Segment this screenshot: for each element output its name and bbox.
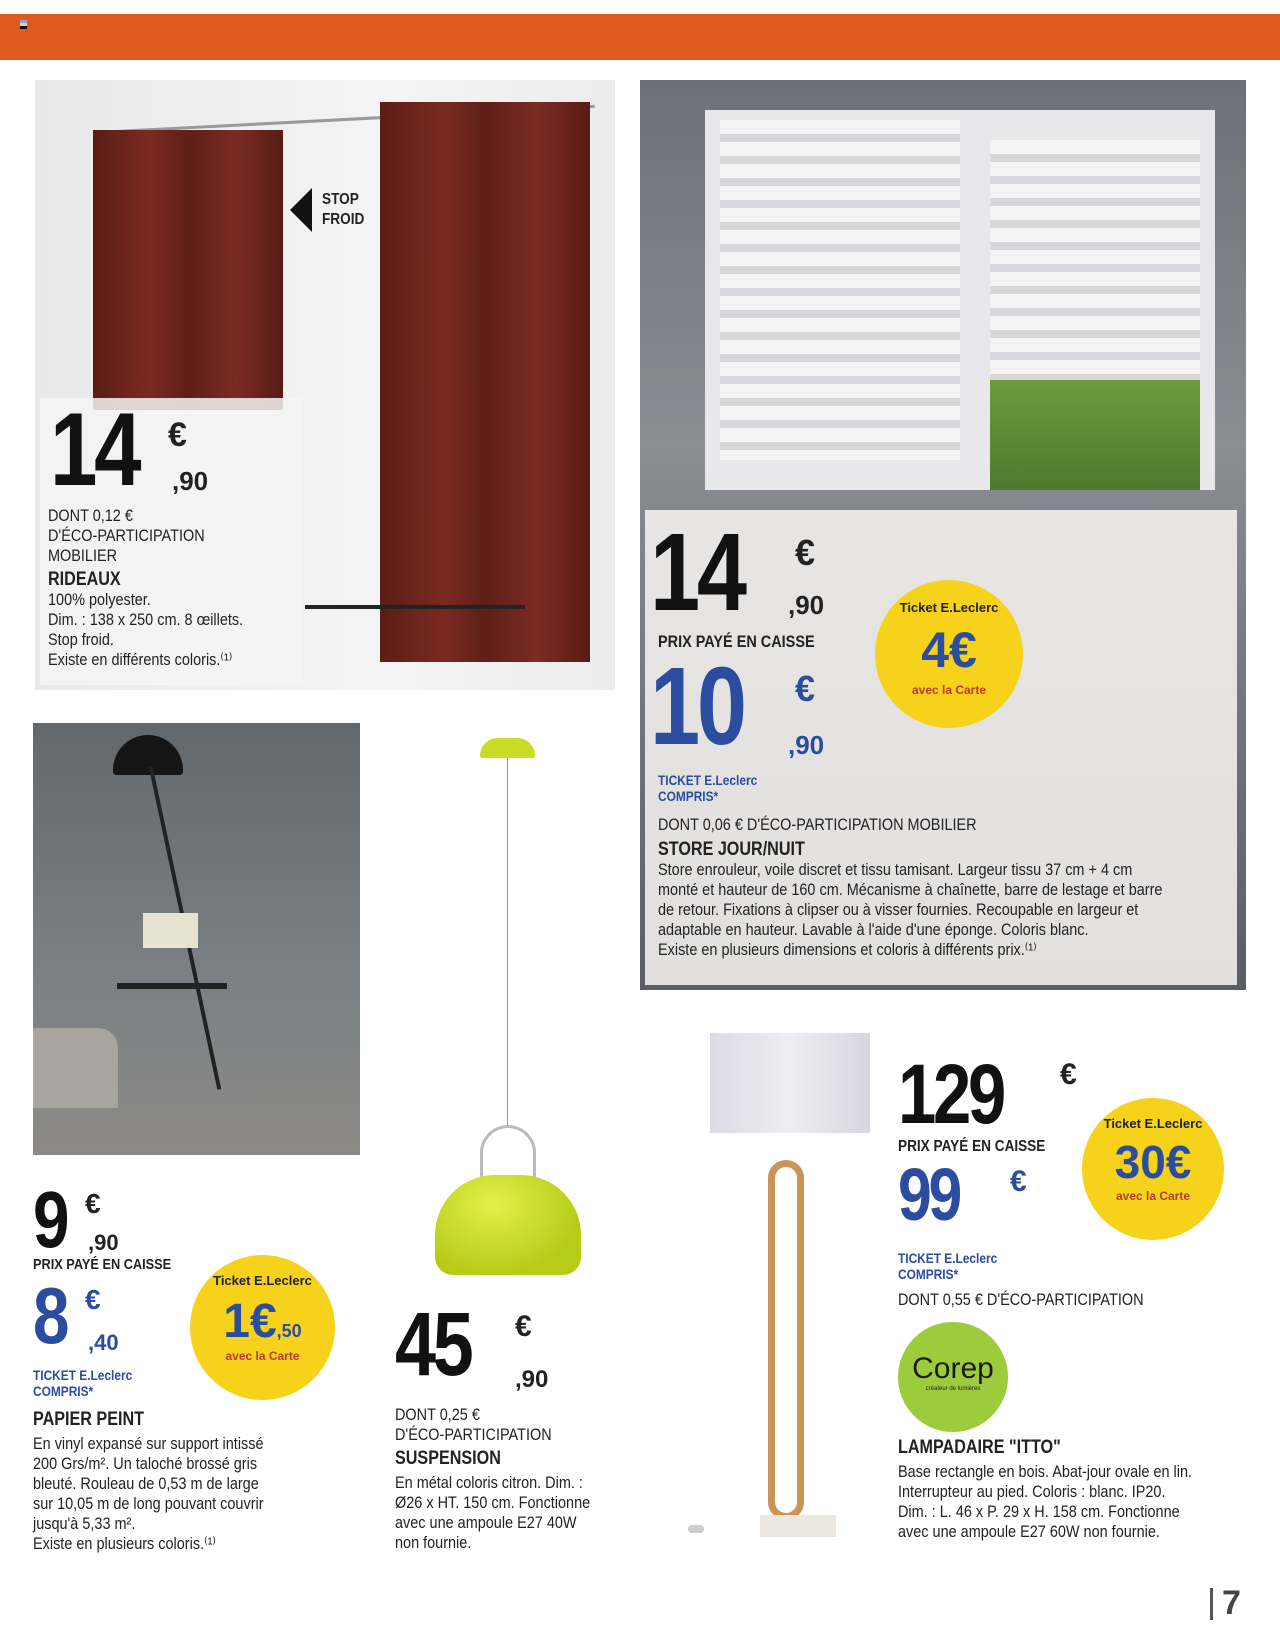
desc-line: 100% polyester. [48,590,151,609]
eco-line: DONT 0,25 € [395,1405,480,1424]
store-currency: € [795,532,816,573]
page-number: 7 [1222,1584,1241,1622]
papier-net-currency: € [85,1284,101,1315]
desc-line: Existe en plusieurs dimensions et coloris à différents prix.⁽¹⁾ [658,940,1037,959]
badge-top: Ticket E.Leclerc [213,1273,312,1288]
ticket-line: TICKET E.Leclerc [898,1250,998,1266]
eco-line: DONT 0,12 € [48,506,133,525]
papier-net-decimals: ,40 [88,1330,119,1355]
desc-line: En vinyl expansé sur support intissé [33,1434,264,1453]
suspension-title: SUSPENSION [395,1448,501,1469]
desc-line: Ø26 x HT. 150 cm. Fonctionne [395,1493,591,1512]
floor-lamp-switch [688,1525,704,1533]
pendant-canopy [480,738,535,758]
floor-lamp-body [768,1160,804,1520]
arrow-left-icon [290,188,312,232]
desc-line: Interrupteur au pied. Coloris : blanc. IP20. [898,1482,1166,1501]
rideaux-title: RIDEAUX [48,569,121,590]
papier-net-price: 8 [33,1271,67,1360]
desc-line: Existe en différents coloris.⁽¹⁾ [48,650,233,669]
desc-line: Stop froid. [48,630,114,649]
desc-line: de retour. Fixations à clipser ou à visser fournies. Recoupable en largeur et [658,900,1139,919]
brand-name: Corep [912,1352,994,1385]
desc-line: adaptable en hauteur. Lavable à l'aide d'une éponge. Coloris blanc. [658,920,1089,939]
papier-currency: € [85,1188,101,1219]
desc-line: Base rectangle en bois. Abat-jour ovale en lin. [898,1462,1193,1481]
papier-price: 9 [33,1175,67,1264]
store-price-box [645,510,1237,985]
papier-title: PAPIER PEINT [33,1409,144,1430]
desc-line: jusqu'à 5,33 m². [33,1514,136,1533]
badge-bottom: avec la Carte [911,683,987,697]
flag-icon [20,20,27,29]
rideaux-price-box [40,392,302,685]
store-net-currency: € [795,668,816,709]
eco-line: D'ÉCO-PARTICIPATION [395,1425,552,1444]
eco-line: MOBILIER [48,546,118,565]
brand-sub: créateur de lumières [925,1386,981,1392]
badge-value-decimals: ,50 [276,1321,302,1341]
ticket-badge [875,580,1023,728]
badge-bottom: avec la Carte [225,1349,300,1363]
rideaux-currency: € [168,416,187,454]
badge-value: 1€ [223,1295,277,1348]
store-net-price: 10 [650,645,744,768]
desc-line: Store enrouleur, voile discret et tissu tamisant. Largeur tissu 37 cm + 4 cm [658,860,1133,879]
badge-bottom: avec la Carte [1115,1189,1191,1203]
page-divider [1210,1588,1213,1620]
papier-decimals: ,90 [88,1230,119,1255]
paid-label: PRIX PAYÉ EN CAISSE [898,1138,1046,1155]
suspension-currency: € [515,1310,532,1343]
lampadaire-title: LAMPADAIRE "ITTO" [898,1437,1061,1458]
ticket-badge [190,1255,335,1400]
ticket-badge [1082,1098,1224,1240]
suspension-price: 45 [395,1295,471,1395]
desc-line: monté et hauteur de 160 cm. Mécanisme à chaînette, barre de lestage et barre [658,880,1163,899]
store-title: STORE JOUR/NUIT [658,839,805,860]
froid-label: FROID [322,211,365,228]
lampadaire-net-currency: € [1010,1165,1027,1198]
stop-label: STOP [322,191,359,208]
floor-lamp-shade [710,1033,870,1133]
floor-lamp-base [760,1515,836,1537]
ticket-line: COMPRIS* [33,1383,94,1399]
suspension-decimals: ,90 [515,1366,549,1393]
eco-line: D'ÉCO-PARTICIPATION [48,526,205,545]
lampadaire-net-price: 99 [898,1153,959,1236]
badge-value: 4€ [921,622,977,678]
rideaux-price: 14 [50,392,139,508]
desc-line: avec une ampoule E27 60W non fournie. [898,1522,1160,1541]
rideaux-price-decimals: ,90 [172,466,209,496]
corep-logo [898,1322,1008,1432]
paid-label: PRIX PAYÉ EN CAISSE [33,1256,172,1273]
store-price: 14 [650,511,744,634]
badge-top: Ticket E.Leclerc [899,600,999,615]
desc-line: Existe en plusieurs coloris.⁽¹⁾ [33,1534,216,1553]
ticket-line: TICKET E.Leclerc [658,772,758,788]
eco-line: DONT 0,06 € D'ÉCO-PARTICIPATION MOBILIER [658,815,977,834]
desc-line: En métal coloris citron. Dim. : [395,1473,583,1492]
pendant-lamp-shade [435,1175,581,1275]
badge-value: 30€ [1114,1136,1192,1188]
wallpaper-photo [33,723,360,1155]
desc-line: 200 Grs/m². Un taloché brossé gris [33,1454,258,1473]
pendant-cord [507,758,508,1128]
store-price-decimals: ,90 [788,590,825,620]
ticket-line: COMPRIS* [658,788,719,804]
badge-top: Ticket E.Leclerc [1103,1116,1203,1131]
ticket-line: COMPRIS* [898,1266,959,1282]
lampadaire-currency: € [1060,1058,1077,1091]
top-banner [0,14,1280,60]
paid-label: PRIX PAYÉ EN CAISSE [658,632,815,651]
lampadaire-price: 129 [898,1047,1004,1141]
desc-line: sur 10,05 m de long pouvant couvrir [33,1494,264,1513]
desc-line: Dim. : L. 46 x P. 29 x H. 158 cm. Fonctionne [898,1502,1180,1521]
ticket-line: TICKET E.Leclerc [33,1367,133,1383]
store-net-decimals: ,90 [788,730,825,760]
desc-line: non fournie. [395,1533,472,1552]
eco-line: DONT 0,55 € D'ÉCO-PARTICIPATION [898,1290,1144,1309]
desc-line: Dim. : 138 x 250 cm. 8 œillets. [48,610,244,629]
desc-line: avec une ampoule E27 40W [395,1513,577,1532]
desc-line: bleuté. Rouleau de 0,53 m de large [33,1474,259,1493]
